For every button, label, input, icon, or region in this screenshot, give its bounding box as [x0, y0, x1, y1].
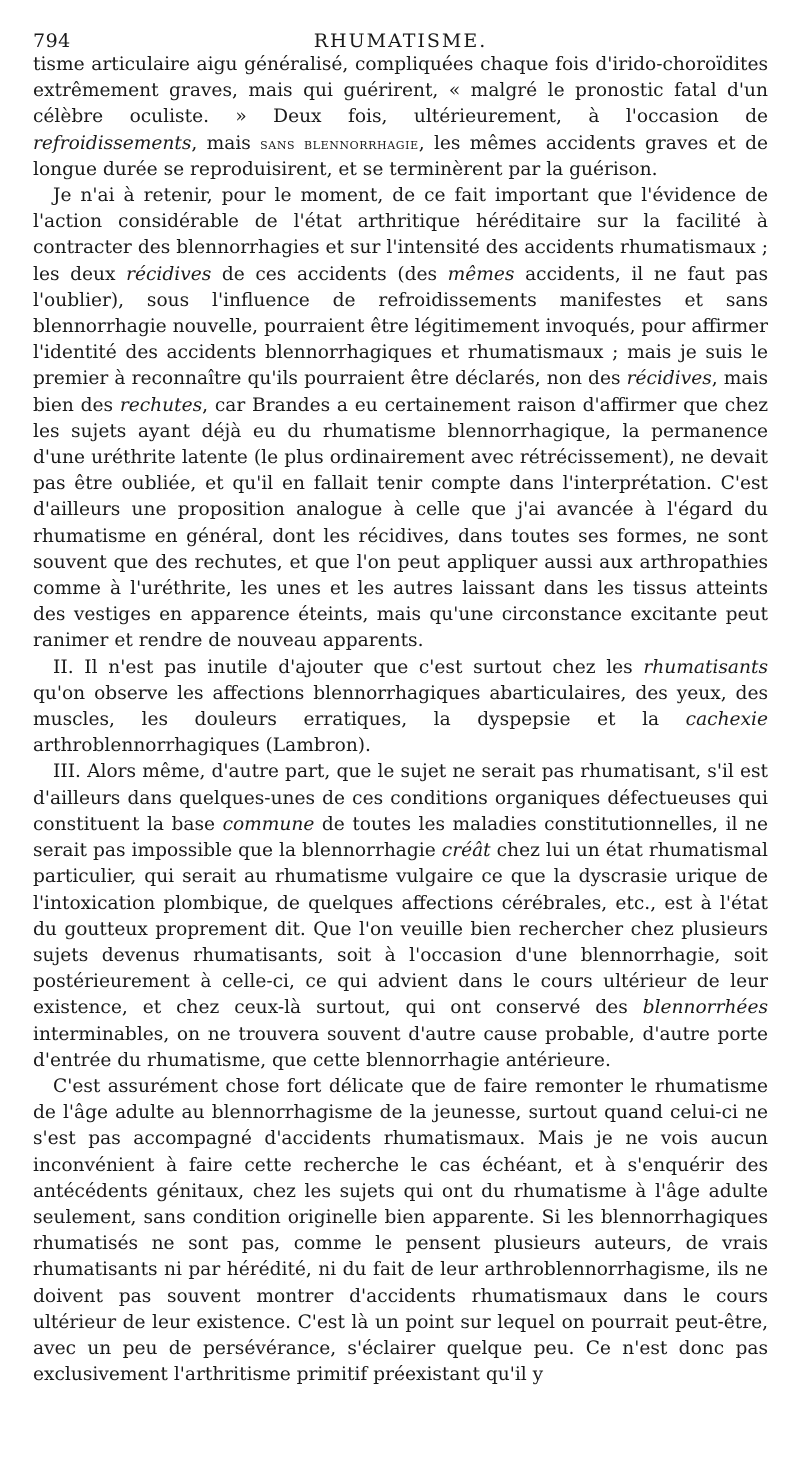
text-run: accidents, il ne faut pas l'oublier), sous l'influence de refroidissements manifestes et sans blennorrhagie nouvelle, pourraient être légitimement invoqués, pour affirmer l'identité des accidents blennorrhagiques et rhumatismaux ; mais je suis le premier à reconnaître qu'ils pourraient être déclarés, non des: [33, 263, 768, 390]
emphasis: cachexie: [685, 709, 768, 731]
emphasis: blennorrhées: [642, 997, 768, 1019]
paragraph: [33, 655, 768, 760]
emphasis: créât: [441, 840, 491, 862]
text-run: III. Alors même, d'autre part, que le sujet ne serait pas rhumatisant, s'il est d'ailleurs dans quelques-unes de ces conditions organiques défectueuses qui constituent la base: [33, 761, 768, 835]
emphasis: rechutes: [119, 394, 203, 416]
text-run: , les mêmes accidents graves et de longue durée se reproduisirent, et se terminèrent par la guérison.: [33, 132, 768, 180]
paragraph: [33, 1074, 768, 1388]
emphasis: récidives: [126, 263, 212, 285]
emphasis: récidives: [626, 368, 712, 390]
emphasis: commune: [222, 813, 315, 835]
text-run: , car Brandes a eu certainement raison d'affirmer que chez les sujets ayant déjà eu du rhumatisme blennorrhagique, la permanence d'une uréthrite latente (le plus ordinairement avec rétrécissement), ne devait pas être oubliée, et qu'il en fallait tenir compte dans l'interprétation. C'est d'ailleurs une proposition analogue à celle que j'ai avancée à l'égard du rhumatisme en général, dont les récidives, dans toutes ses formes, ne sont souvent que des rechutes, et que l'on peut appliquer aussi aux arthropathies comme à l'uréthrite, les unes et les autres laissant dans les tissus atteints des vestiges en apparence éteints, mais qu'une circonstance excitante peut ranimer et rendre de nouveau apparents.: [33, 394, 768, 652]
page: [33, 18, 768, 1388]
text-run: arthroblennorrhagiques (Lambron).: [33, 735, 371, 757]
text-run: Je n'ai à retenir, pour le moment, de ce fait important que l'évidence de l'action considérable de l'état arthritique héréditaire sur la facilité à contracter des blennorrhagies et sur l'intensité des accidents rhumatismaux ; les deux: [33, 185, 768, 285]
text-run: , mais bien des: [33, 368, 768, 416]
text-run: , mais: [191, 132, 261, 154]
page-header: [33, 18, 768, 52]
page-number: 794: [33, 30, 71, 52]
paragraph: [33, 759, 768, 1073]
running-head: RHUMATISME.: [313, 30, 488, 52]
text-run: chez lui un état rhumatismal particulier, qui serait au rhumatisme vulgaire ce que la dyscrasie urique de l'intoxication plombique, de quelques affections cérébrales, etc., est à l'état du goutteux proprement dit. Que l'on veuille bien rechercher chez plusieurs sujets devenus rhumatisants, soit à l'occasion d'une blennorrhagie, soit postérieurement à celle-ci, ce qui advient dans le cours ultérieur de leur existence, et chez ceux-là surtout, qui ont conservé des: [33, 840, 768, 1019]
small-caps-text: sans blennorrhagie: [260, 134, 419, 153]
text-run: de ces accidents (des: [211, 263, 448, 285]
body-text: [33, 52, 768, 1388]
text-run: de toutes les maladies constitutionnelles, il ne serait pas impossible que la blennorrhagie: [33, 813, 768, 862]
emphasis: rhumatisants: [643, 656, 768, 678]
paragraph: [33, 183, 768, 655]
text-run: II. Il n'est pas inutile d'ajouter que c'est surtout chez les: [53, 656, 644, 678]
emphasis: mêmes: [447, 263, 515, 285]
paragraph: [33, 52, 768, 183]
text-run: interminables, on ne trouvera souvent d'autre cause probable, d'autre porte d'entrée du rhumatisme, que cette blennorrhagie antérieure.: [33, 1023, 768, 1071]
text-run: tisme articulaire aigu généralisé, compliquées chaque fois d'irido-choroïdites extrêmement graves, mais qui guérirent, « malgré le pronostic fatal d'un célèbre oculiste. » Deux fois, ultérieurement, à l'occasion de: [33, 54, 768, 128]
text-run: qu'on observe les affections blennorrhagiques abarticulaires, des yeux, des muscles, les douleurs erratiques, la dyspepsie et la: [33, 682, 768, 731]
emphasis: refroidissements: [33, 132, 192, 154]
text-run: C'est assurément chose fort délicate que de faire remonter le rhumatisme de l'âge adulte au blennorrhagisme de la jeunesse, surtout quand celui-ci ne s'est pas accompagné d'accidents rhumatismaux. Mais je ne vois aucun inconvénient à faire cette recherche le cas échéant, et à s'enquérir des antécédents génitaux, chez les sujets qui ont du rhumatisme à l'âge adulte seulement, sans condition originelle bien apparente. Si les blennorrhagiques rhumatisés ne sont pas, comme le pensent plusieurs auteurs, de vrais rhumatisants ni par hérédité, ni du fait de leur arthroblennorrhagisme, ils ne doivent pas souvent montrer d'accidents rhumatismaux dans le cours ultérieur de leur existence. C'est là un point sur lequel on pourrait peut-être, avec un peu de persévérance, s'éclairer quelque peu. Ce n'est donc pas exclusivement l'arthritisme primitif préexistant qu'il y: [33, 1075, 768, 1386]
